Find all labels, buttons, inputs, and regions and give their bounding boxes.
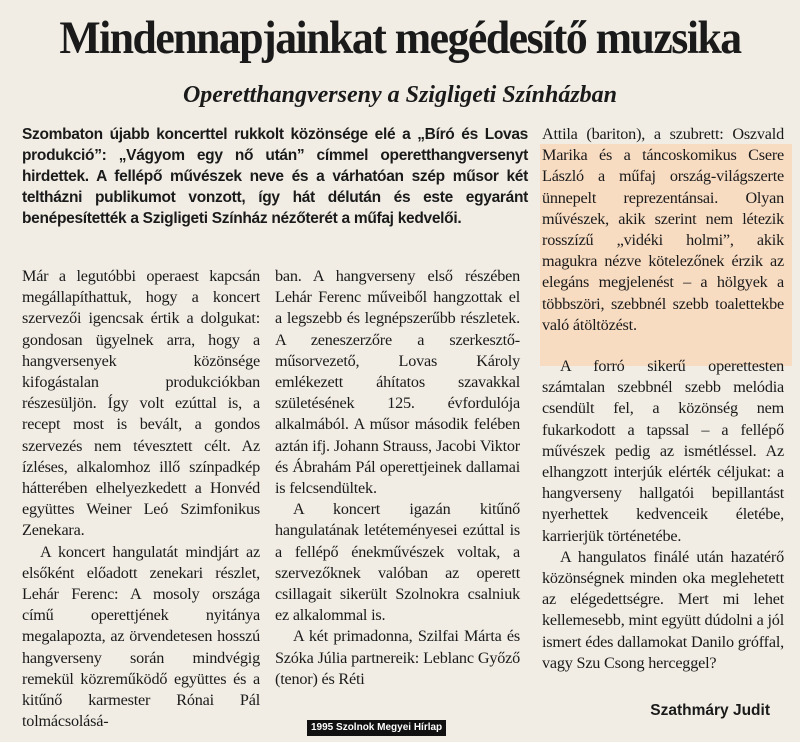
paragraph: Attila (bariton), a szubrett: Oszvald Marika és a táncoskomikus Csere László a műfaj ország-világszerte ünnepelt reprezentánsai. Olyan művészek, akik szerint nem létezik rosszízű „vidéki holmi”, akik magukra nézve kötelezőnek érzik az elegáns megjelenést – a hölgyek a többszöri, szebbnél szebb toalettekbe való átöltözést. [542,125,784,334]
paragraph: A forró sikerű operettesten számtalan szebbnél szebb melódia csendült fel, a közönség nem fukarkodott a tapssal – a fellépő művészek pedig az ismétléssel. Az elhangzott interjúk elérték céljukat: a hangverseny hallgatói bepillantást nyerhettek kedvenceik életébe, karrierjük történetébe. [542,357,784,545]
headline: Mindennapjainkat megédesítő muzsika [59,12,741,64]
source-credit: 1995 Szolnok Megyei Hírlap [307,720,446,736]
author-signature: Szathmáry Judit [650,702,770,719]
lead-paragraph: Szombaton újabb koncerttel rukkolt közönsége elé a „Bíró és Lovas produkció”: „Vágyom egy nő után” címmel operetthangversenyt hirdettek. A fellépő művészek neve és a várhatóan szép műsor két teltházni publikumot vonzott, így hát délután és este egyaránt benépesítették a Szigligeti Színház nézőterét a műfaj kedvelői. [22,126,528,227]
body-column-1 [22,266,260,732]
paragraph: A két primadonna, Szilfai Márta és Szóka Júlia partnereik: Leblanc Győző (tenor) és Réti [275,627,520,688]
paragraph: ban. A hangverseny első részében Lehár Ferenc műveiből hangzottak el a legszebb és legnépszerűbb részletek. A zeneszerzőre a szerkesztő-műsorvezető, Lovas Károly emlékezett áhítatos szavakkal születésének 125. évfordulója alkalmából. A műsor második felében aztán ifj. Johann Strauss, Jacobi Viktor és Ábrahám Pál operettjeinek dallamai is felcsendültek. [275,267,520,498]
subheadline: Operetthangverseny a Szigligeti Színházban [182,82,618,108]
paragraph: A hangulatos finálé után hazatérő közönségnek minden oka meglehetett az elégedettségre. Mert mi lehet kellemesebb, mint együtt dúdolni a jól ismert édes dallamokat Danilo gróffal, vagy Szu Csong herceggel? [542,547,784,672]
body-column-2 [275,266,520,690]
paragraph: A koncert hangulatát mindjárt az elsőként előadott zenekari részlet, Lehár Ferenc: A mosoly országa című operettjének nyitánya megalapozta, az örvendetesen hosszú hangverseny során mindvégig remekül közreműködő együttes és a kitűnő karmester Rónai Pál tolmácsolásá- [22,542,260,731]
paragraph: A koncert igazán kitűnő hangulatának letéteményesei ezúttal is a fellépő énekművészek voltak, a szervezőknek valóban az operett csillagait sikerült Szolnokra csalniuk ez alkalommal is. [275,500,520,625]
body-column-3-top [542,124,784,336]
paragraph: Már a legutóbbi operaest kapcsán megállapíthattuk, hogy a koncert szervezői igencsak értik a dolgukat: gondosan ügyelnek arra, hogy a hangversenyek közönsége kifogástalan produkciókban részesüljön. Így volt ezúttal is, a recept most is bevált, a gondos szervezés nem tévesztett célt. Az ízléses, alkalomhoz illő színpadkép hátterében elhelyezkedett a Honvéd együttes Weiner Leó Szimfonikus Zenekara. [22,267,260,540]
body-column-3-bottom [542,356,784,674]
